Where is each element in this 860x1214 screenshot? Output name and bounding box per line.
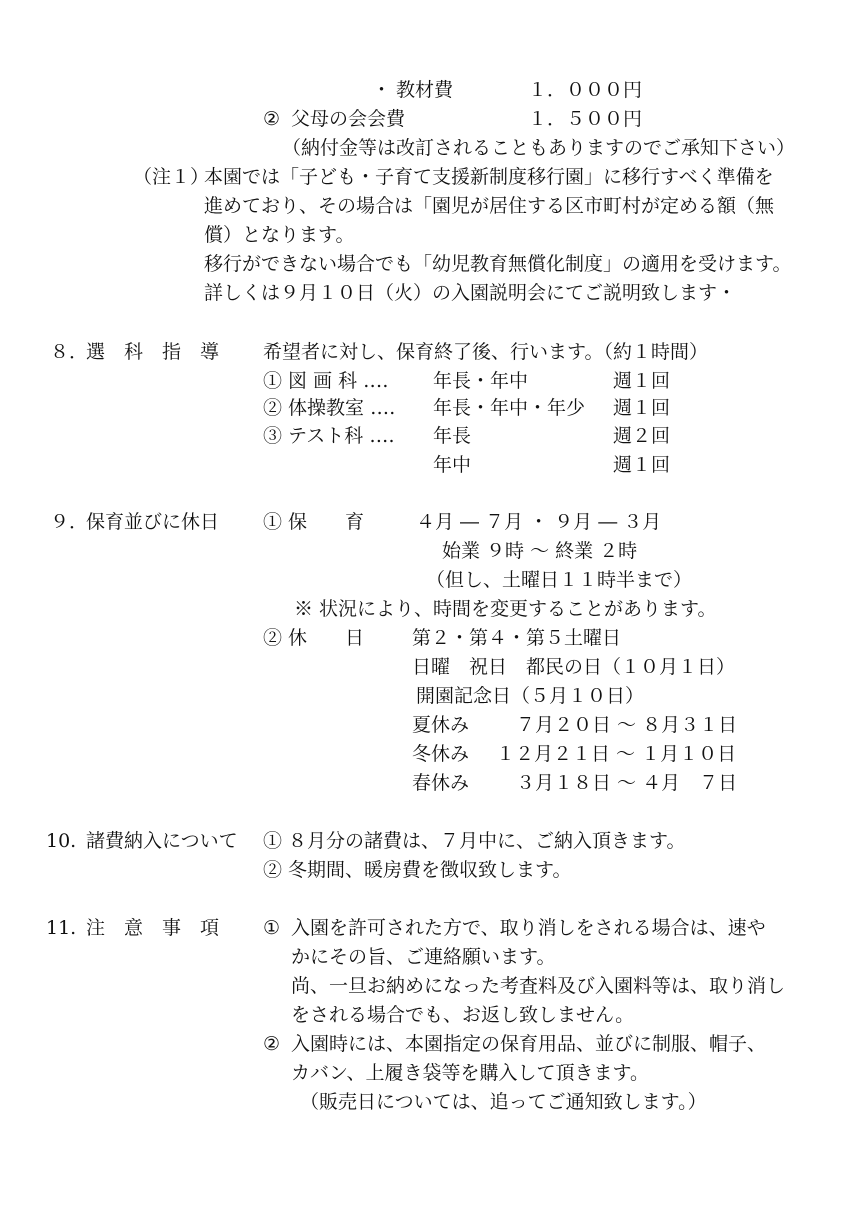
sec9-holiday-line: 第２・第４・第５土曜日 [412, 627, 622, 649]
sec11-item1-line: 入園を許可された方で、取り消しをされる場合は、速や [291, 917, 766, 939]
note1-line: 償）となります。 [204, 224, 355, 246]
fee-revision-note: （納付金等は改訂されることもありますのでご承知下さい） [282, 137, 796, 159]
sec9-care-notice: ※ 状況により、時間を変更することがあります。 [294, 598, 717, 620]
sec9-heading: 保育並びに休日 [86, 511, 220, 533]
note1-line: 本園では「子ども・子育て支援新制度移行園」に移行すべく準備を [204, 166, 774, 188]
fee-material-bullet: ・ [372, 79, 392, 101]
fee-parent-amount: １．５００円 [528, 108, 643, 130]
fee-material-label: 教材費 [396, 79, 454, 101]
sec9-break-range: １２月２１日 ～ １月１０日 [496, 743, 737, 765]
sec11-item2-number: ② [263, 1033, 281, 1055]
sec9-care-label: ① 保 育 [263, 511, 365, 533]
sec11-number: 11. [46, 917, 77, 939]
sec8-row-freq: 週１回 [613, 454, 671, 476]
note1-marker: （注１） [133, 166, 210, 188]
sec8-row-grade: 年長 [433, 425, 472, 447]
sec11-item1-line: かにその旨、ご連絡願います。 [291, 946, 556, 968]
sec9-break-range: ３月１８日 ～ ４月 ７日 [516, 772, 738, 794]
fee-parent-number: ② [263, 108, 281, 130]
sec11-item1-line: 尚、一旦お納めになった考査料及び入園料等は、取り消し [291, 975, 786, 997]
sec11-item1-line: をされる場合でも、お返し致しません。 [291, 1004, 635, 1026]
sec8-row-grade: 年長・年中 [433, 370, 529, 392]
sec8-row-freq: 週１回 [613, 370, 671, 392]
note1-line: 進めており、その場合は「園児が居住する区市町村が定める額（無 [204, 195, 775, 217]
fee-material-amount: １．０００円 [528, 79, 643, 101]
sec11-item2-line: 入園時には、本園指定の保育用品、並びに制服、帽子、 [291, 1033, 767, 1055]
sec8-row-name: ① 図 画 科 ‥‥ [263, 370, 389, 392]
sec9-number: ９． [50, 511, 89, 533]
sec10-item: ② 冬期間、暖房費を徴収致します。 [263, 859, 572, 881]
fee-parent-label: 父母の会会費 [291, 108, 406, 130]
sec9-break-name: 冬休み [412, 743, 470, 765]
sec8-row-freq: 週１回 [613, 397, 671, 419]
sec10-heading: 諸費納入について [86, 830, 238, 852]
sec11-heading: 注 意 事 項 [86, 917, 220, 939]
sec9-holiday-line: 開園記念日（５月１０日） [416, 685, 645, 707]
sec9-care-saturday: （但し、土曜日１１時半まで） [426, 569, 693, 591]
sec11-item1-number: ① [263, 917, 281, 939]
sec9-break-range: ７月２０日 ～ ８月３１日 [516, 714, 738, 736]
sec8-row-freq: 週２回 [613, 425, 671, 447]
sec11-item2-line: カバン、上履き袋等を購入して頂きます。 [291, 1062, 649, 1084]
sec10-item: ① ８月分の諸費は、７月中に、ご納入頂きます。 [263, 830, 686, 852]
sec8-row-name: ② 体操教室 ‥‥ [263, 397, 396, 419]
sec9-care-period: ４月 ― ７月 ・ ９月 ― ３月 [416, 511, 662, 533]
sec9-holiday-line: 日曜 祝日 都民の日（１０月１日） [412, 656, 736, 678]
sec9-care-hours: 始業 ９時 ～ 終業 ２時 [442, 540, 638, 562]
sec8-number: ８． [50, 341, 89, 363]
sec11-item2-line: （販売日については、追ってご通知致します。） [300, 1091, 707, 1113]
note1-line: 移行ができない場合でも「幼児教育無償化制度」の適用を受けます。 [204, 253, 792, 275]
sec8-heading: 選 科 指 導 [86, 341, 220, 363]
sec9-break-name: 春休み [412, 772, 470, 794]
sec9-holidays-label: ② 休 日 [263, 627, 365, 649]
sec10-number: 10. [46, 830, 77, 852]
sec8-row-name: ③ テスト科 ‥‥ [263, 425, 395, 447]
sec8-row-grade: 年長・年中・年少 [433, 397, 586, 419]
sec8-intro: 希望者に対し、保育終了後、行います。（約１時間） [263, 341, 708, 363]
sec8-row-grade: 年中 [433, 454, 472, 476]
sec9-break-name: 夏休み [412, 714, 470, 736]
note1-line: 詳しくは９月１０日（火）の入園説明会にてご説明致します・ [204, 282, 737, 304]
